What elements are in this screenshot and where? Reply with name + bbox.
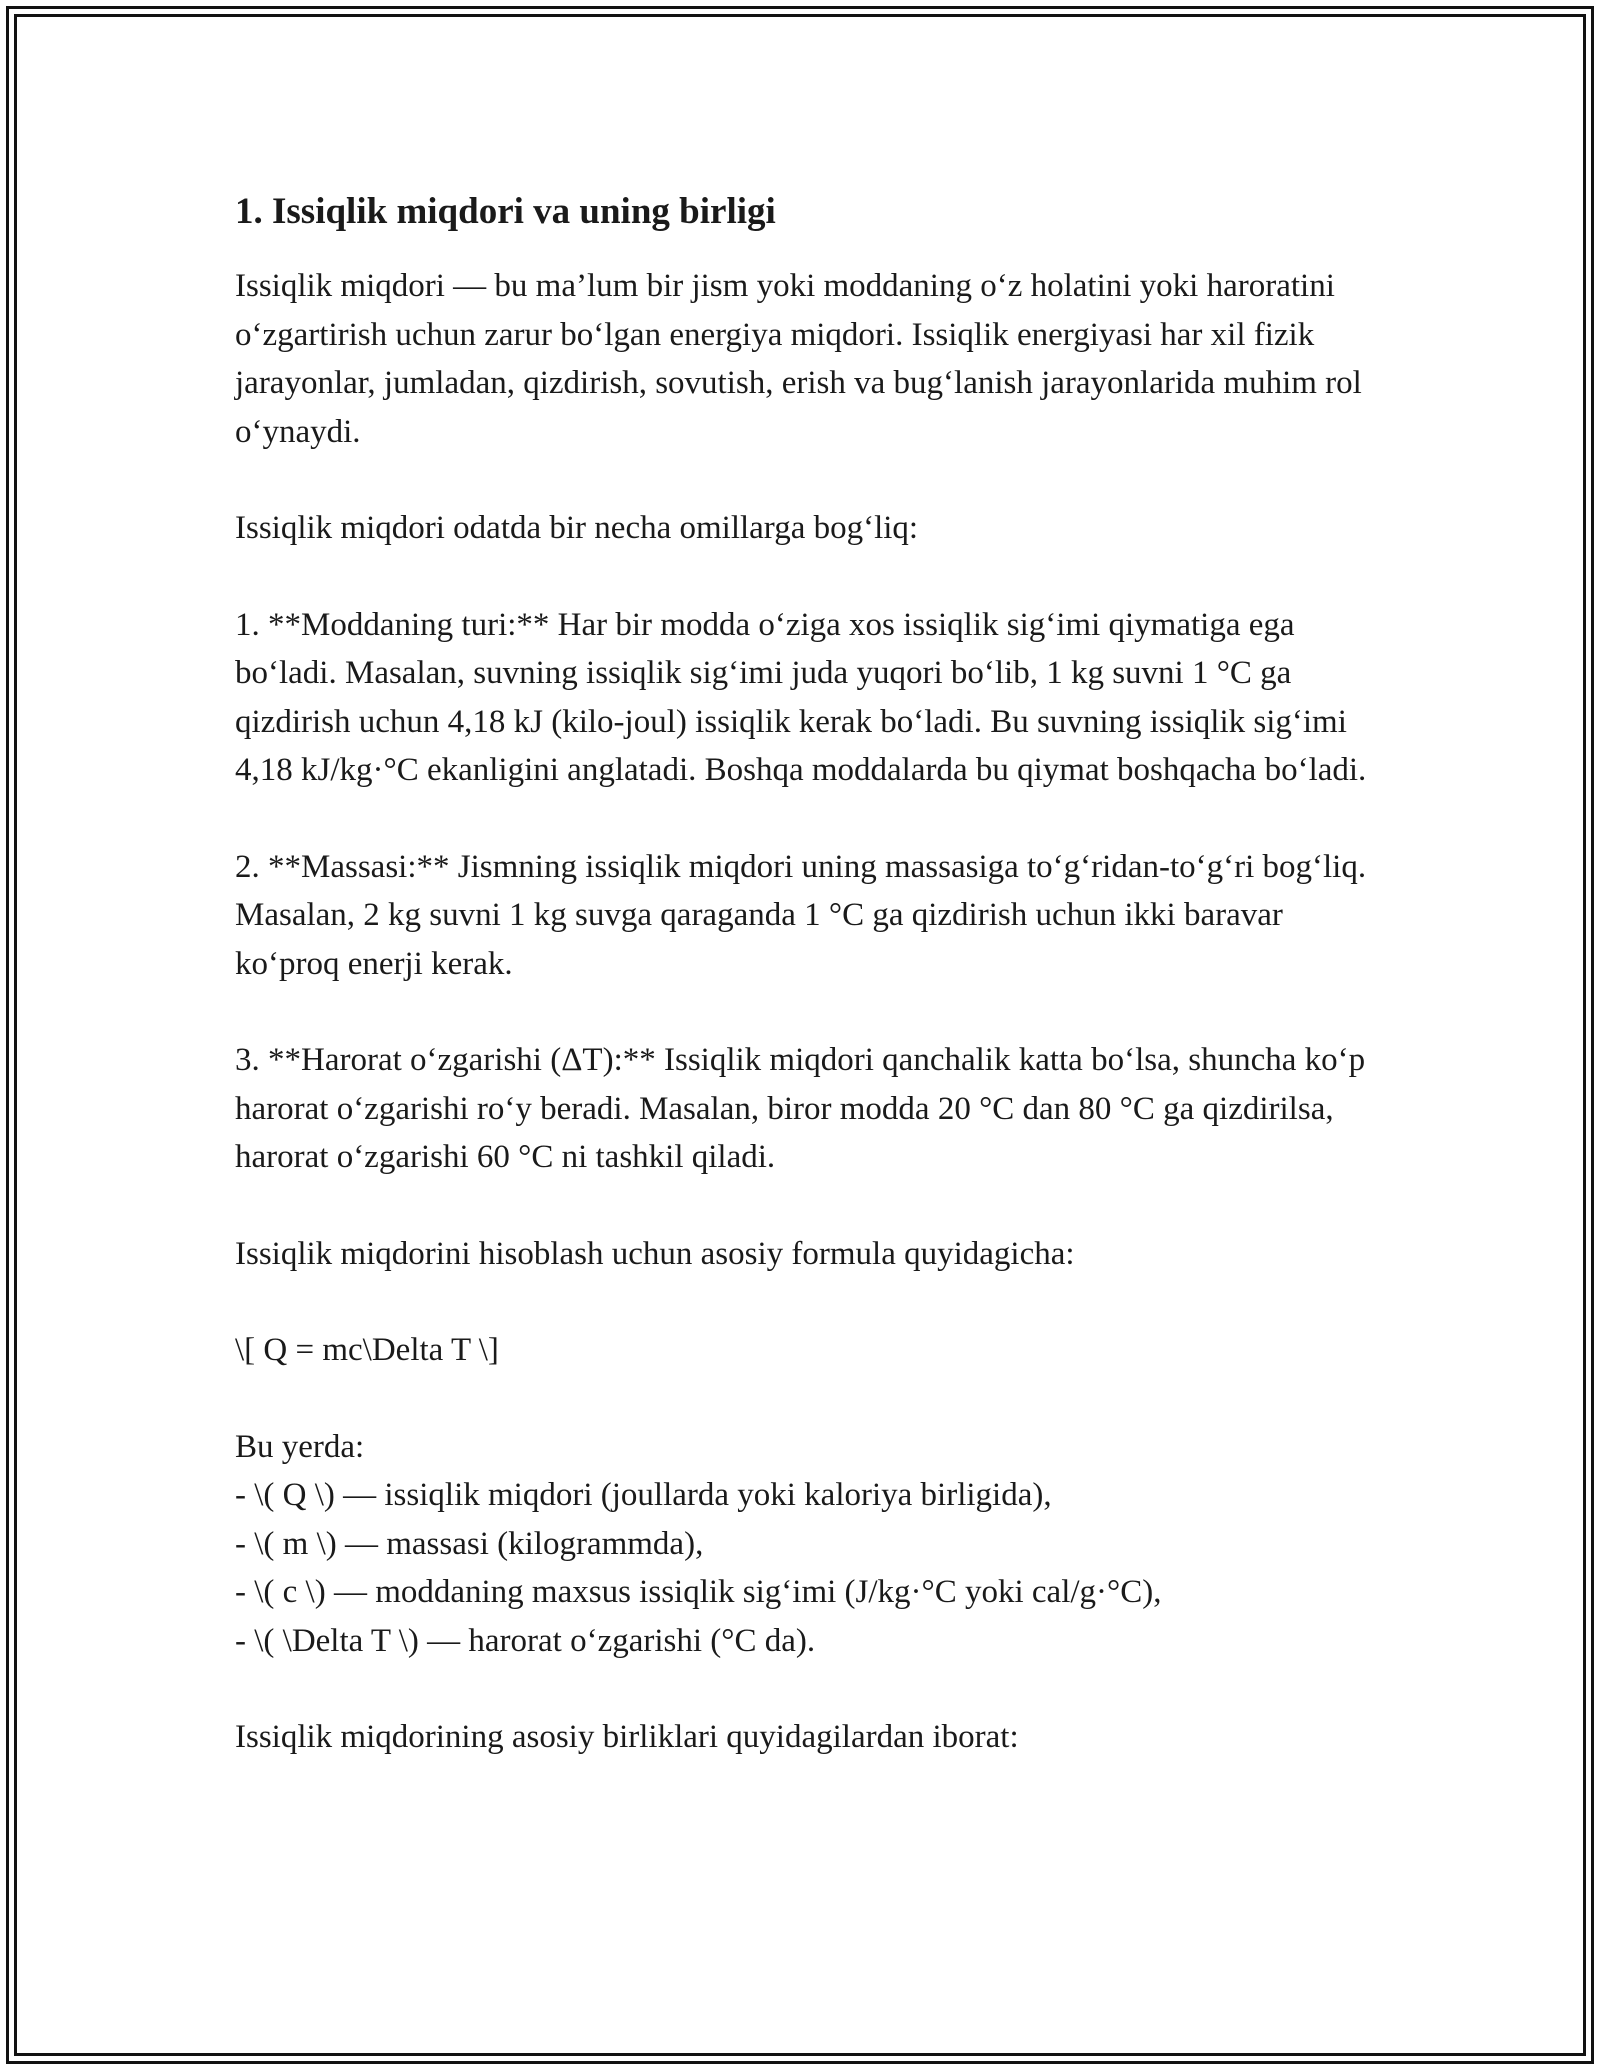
factor-substance-type: 1. **Moddaning turi:** Har bir modda o‘ziga xos issiqlik sig‘imi qiymatiga ega bo‘ladi. Masalan, suvning issiqlik sig‘imi juda yuqori bo‘lib, 1 kg suvni 1 °C ga qizdirish uchun 4,18 kJ (kilo-joul) issiqlik kerak bo‘ladi. Bu suvning issiqlik sig‘imi 4,18 kJ/kg·°C ekanligini anglatadi. Boshqa moddalarda bu qiymat boshqacha bo‘ladi.	[235, 606, 1367, 788]
intro-paragraph: Issiqlik miqdori — bu ma’lum bir jism yoki moddaning o‘z holatini yoki haroratini o‘zgartirish uchun zarur bo‘lgan energiya miqdori. Issiqlik energiyasi har xil fizik jarayonlar, jumladan, qizdirish, sovutish, erish va bug‘lanish jarayonlarida muhim rol o‘ynaydi.	[235, 268, 1362, 450]
units-intro: Issiqlik miqdorining asosiy birliklari quyidagilardan iborat:	[235, 1719, 1019, 1755]
document-body	[235, 188, 1385, 1810]
section-heading: 1. Issiqlik miqdori va uning birligi	[235, 191, 776, 232]
formula-intro: Issiqlik miqdorini hisoblash uchun asosiy formula quyidagicha:	[235, 1235, 1075, 1272]
definition-item: - \( \Delta T \) — harorat o‘zgarishi (°C da).	[235, 1622, 816, 1659]
definition-item: - \( c \) — moddaning maxsus issiqlik sig‘imi (J/kg·°C yoki cal/g·°C),	[235, 1574, 1162, 1610]
definitions-label: Bu yerda:	[235, 1428, 365, 1465]
definition-item: - \( m \) — massasi (kilogrammda),	[235, 1525, 704, 1562]
factor-mass: 2. **Massasi:** Jismning issiqlik miqdori uning massasiga to‘g‘ridan-to‘g‘ri bog‘liq. Masalan, 2 kg suvni 1 kg suvga qaraganda 1 °C ga qizdirish uchun ikki baravar ko‘proq enerji kerak.	[235, 848, 1367, 982]
factors-intro: Issiqlik miqdori odatda bir necha omillarga bog‘liq:	[235, 510, 919, 546]
definition-item: - \( Q \) — issiqlik miqdori (joullarda yoki kaloriya birligida),	[235, 1477, 1052, 1513]
variable-definitions	[235, 1423, 1385, 1666]
factor-temperature-change: 3. **Harorat o‘zgarishi (ΔT):** Issiqlik miqdori qanchalik katta bo‘lsa, shuncha ko‘p harorat o‘zgarishi ro‘y beradi. Masalan, biror modda 20 °C dan 80 °C ga qizdirilsa, harorat o‘zgarishi 60 °C ni tashkil qiladi.	[235, 1042, 1366, 1175]
formula: \[ Q = mc\Delta T \]	[235, 1332, 499, 1368]
